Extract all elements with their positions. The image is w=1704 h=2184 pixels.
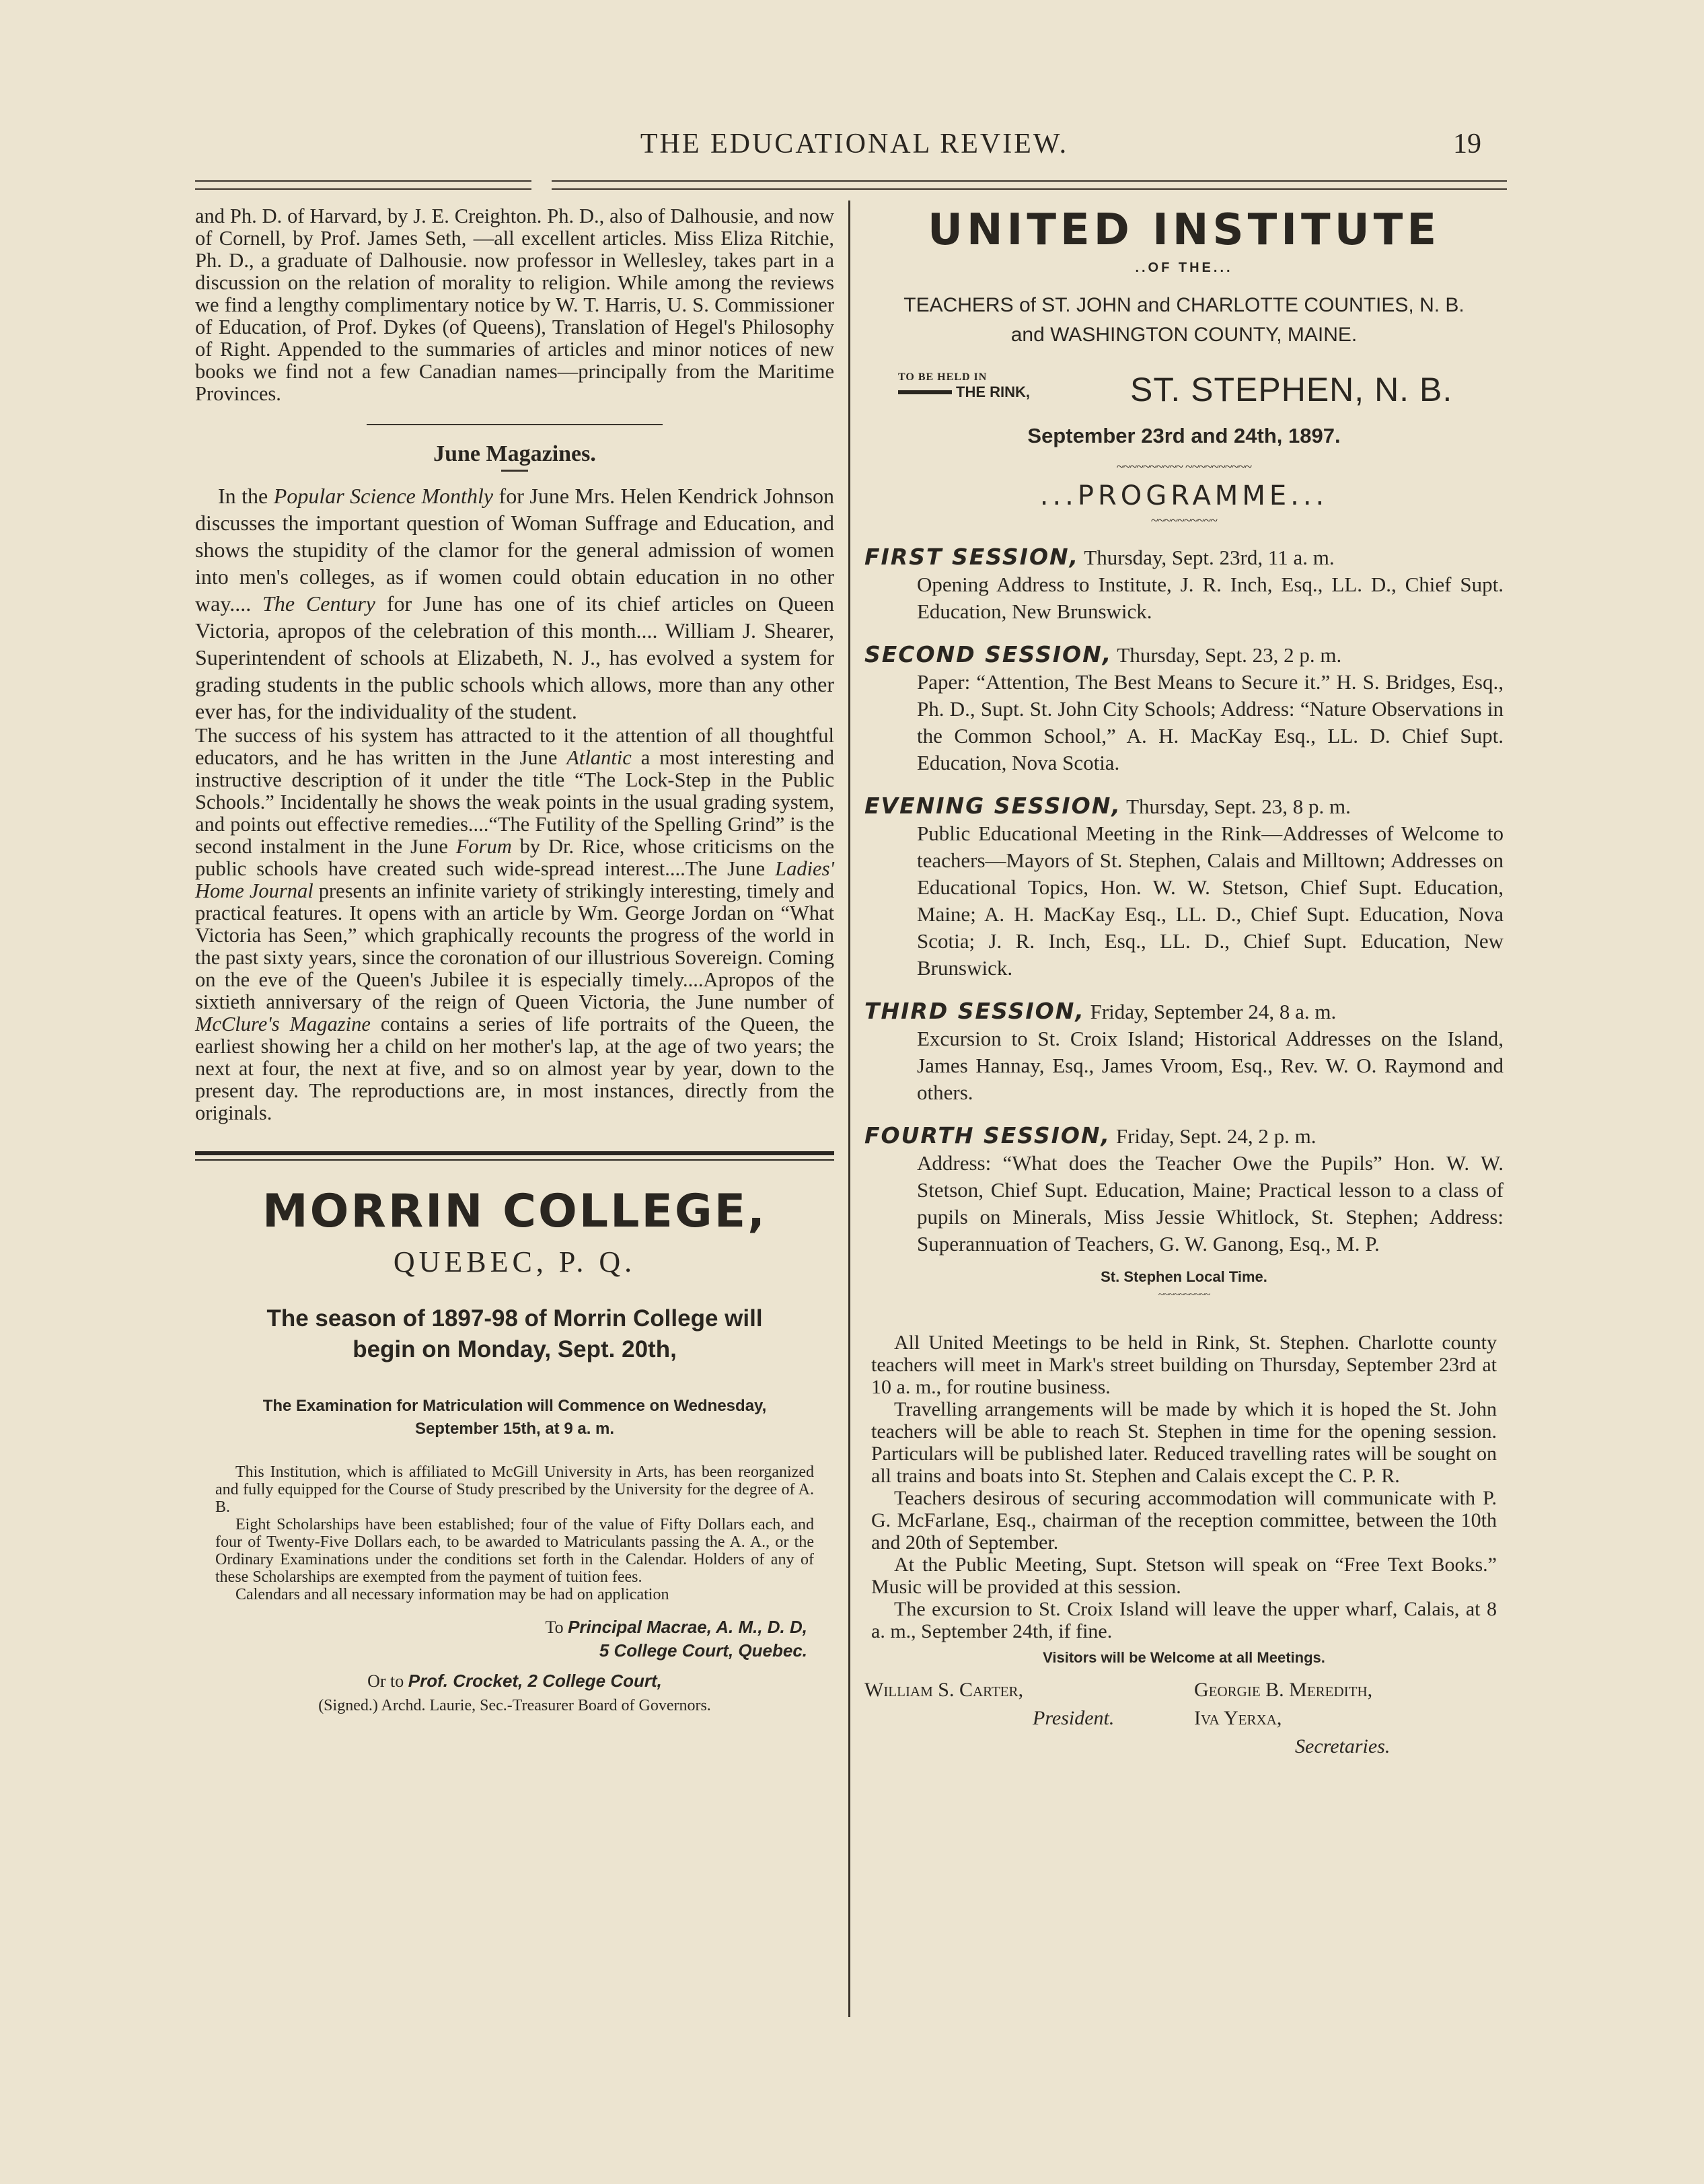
- morrin-college-ad: [195, 1185, 834, 1715]
- city-label: ST. STEPHEN, N. B.: [1130, 371, 1453, 408]
- institute-dates: September 23rd and 24th, 1897.: [1027, 424, 1341, 447]
- session-body: Opening Address to Institute, J. R. Inch, Esq., LL. D., Chief Supt. Education, New Brunswick.: [917, 573, 1504, 623]
- college-signature: (Signed.) Archd. Laurie, Sec.-Treasurer Board of Governors.: [318, 1697, 711, 1714]
- college-title: MORRIN COLLEGE,: [262, 1185, 767, 1238]
- institute-teachers: [864, 291, 1504, 350]
- session-name: FOURTH SESSION,: [864, 1122, 1111, 1149]
- session-item: FOURTH SESSION, Friday, Sept. 24, 2 p. m. Address: “What does the Teacher Owe the Pupils” Hon. W. W. Stetson, Chief Supt. Education, Maine; Practical lesson to a class of pupils on Minerals, Miss Jessie Whitlock, St. Stephen; Address: Superannuation of Teachers, G. W. Ganong, Esq., M. P.: [864, 1122, 1504, 1258]
- atlantic-title: Atlantic: [566, 746, 632, 769]
- notice-paragraph: Teachers desirous of securing accommodation will communicate with P. G. McFarlane, Esq., chairman of the reception committee, between the 10th and 20th of September.: [871, 1487, 1497, 1554]
- session-item: FIRST SESSION, Thursday, Sept. 23rd, 11 a. m. Opening Address to Institute, J. R. Inch, Esq., LL. D., Chief Supt. Education, New Brunswick.: [864, 544, 1504, 625]
- session-body: Paper: “Attention, The Best Means to Secure it.” H. S. Bridges, Esq., Ph. D., Supt. St. John City Schools; Address: “Nature Observations in the Common School,” A. H. MacKay Esq., LL. D. Chief Supt. Education, Nova Scotia.: [917, 670, 1504, 774]
- notice-paragraph: All United Meetings to be held in Rink, St. Stephen. Charlotte county teachers will meet in Mark's street building on Thursday, September 23rd at 10 a. m., for routine business.: [871, 1332, 1497, 1398]
- title-dash: [501, 470, 528, 472]
- century-title: The Century: [262, 591, 376, 616]
- secretary-name-2: Iva Yerxa,: [1194, 1707, 1282, 1729]
- teachers-line-2: and WASHINGTON COUNTY, MAINE.: [1010, 324, 1358, 346]
- wavy-rule-bottom: ~~~~~~~~~~: [1150, 513, 1218, 528]
- college-contact-alt: Or to Prof. Crocket, 2 College Court,: [367, 1671, 662, 1691]
- intro-paragraph: [195, 205, 834, 405]
- forum-title: Forum: [455, 835, 512, 858]
- ladies-home-journal-title: Ladies' Home Journal: [195, 857, 834, 902]
- ad-rule-thick: [195, 1151, 834, 1155]
- held-in-label: TO BE HELD IN: [898, 371, 988, 383]
- president-role: President.: [1033, 1707, 1115, 1729]
- college-season: The season of 1897-98 of Morrin College will begin on Monday, Sept. 20th,: [266, 1305, 763, 1362]
- session-list: [864, 544, 1504, 1258]
- secretary-name-1: Georgie B. Meredith,: [1194, 1679, 1373, 1701]
- session-body: Excursion to St. Croix Island; Historical Addresses on the Island, James Hannay, Esq., James Vroom, Esq., Rev. W. O. Raymond and others.: [917, 1027, 1504, 1104]
- session-item: SECOND SESSION, Thursday, Sept. 23, 2 p. m. Paper: “Attention, The Best Means to Secure it.” H. S. Bridges, Esq., Ph. D., Supt. St. John City Schools; Address: “Nature Observations in the Common School,” A. H. MacKay Esq., LL. D. Chief Supt. Education, Nova Scotia.: [864, 641, 1504, 776]
- session-name: SECOND SESSION,: [864, 641, 1113, 667]
- session-name: EVENING SESSION,: [864, 793, 1121, 819]
- header-rule-right: [552, 180, 1507, 190]
- signers-block: [864, 1679, 1504, 1759]
- notice-paragraph: Travelling arrangements will be made by which it is hoped the St. John teachers will be able to reach St. Stephen in time for the opening session. Particulars will be published later. Reduced travelling rates will be sought on all trains and boats into St. Stephen and Calais except the C. P. R.: [871, 1398, 1497, 1487]
- secretaries-role: Secretaries.: [1295, 1735, 1391, 1757]
- session-body: Address: “What does the Teacher Owe the Pupils” Hon. W. W. Stetson, Chief Supt. Education, Maine; Practical lesson to a class of pupils on Minerals, Miss Jessie Whitlock, St. Stephen; Address: Superannuation of Teachers, G. W. Ganong, Esq., M. P.: [917, 1151, 1504, 1255]
- college-exam: The Examination for Matriculation will Commence on Wednesday, September 15th, at 9 a. m.: [262, 1397, 767, 1438]
- mcclures-title: McClure's Magazine: [195, 1013, 371, 1035]
- wavy-rule-small: ~~~~~~~~~~: [1158, 1289, 1210, 1301]
- president-name: William S. Carter,: [864, 1679, 1024, 1701]
- institute-of-the: ..OF THE...: [1135, 260, 1233, 275]
- running-head: THE EDUCATIONAL REVIEW.: [640, 129, 1069, 159]
- session-name: FIRST SESSION,: [864, 544, 1080, 570]
- principal-name: Principal Macrae, A. M., D. D,: [568, 1617, 807, 1637]
- june-magazines-article: [195, 482, 834, 725]
- college-location: QUEBEC, P. Q.: [393, 1245, 636, 1278]
- college-body-3: Calendars and all necessary information may be had on application: [235, 1586, 669, 1603]
- page-number: 19: [1453, 129, 1481, 159]
- crocket-name: Prof. Crocket, 2 College Court,: [408, 1671, 662, 1691]
- notice-paragraph: At the Public Meeting, Supt. Stetson will speak on “Free Text Books.” Music will be provided at this session.: [871, 1554, 1497, 1598]
- column-divider: [848, 201, 850, 2017]
- college-address: 5 College Court, Quebec.: [599, 1640, 807, 1661]
- june-paragraph-2: The success of his system has attracted to it the attention of all thoughtful educators, and he has written in the June Atlantic a most interesting and instructive description of it under the title “The Lock-Step in the Public Schools.” Incidentally he shows the weak points in the usual grading system, and points out effective remedies....“The Futility of the Spelling Grind” is the second instalment in the June Forum by Dr. Rice, whose criticisms on the public schools have created such wide-spread interest....The June Ladies' Home Journal presents an infinite variety of strikingly interesting, timely and practical features. It opens with an article by Wm. George Jordan on “What Victoria has Seen,” which graphically recounts the progress of the world in the past sixty years, since the coronation of our illustrious Sovereign. Coming on the eve of the Queen's Jubilee it is especially timely....Apropos of the sixtieth anniversary of the reign of Queen Victoria, the June number of McClure's Magazine contains a series of life portraits of the Queen, the earliest showing her a child on her mother's lap, at the age of two years; the next at four, the next at five, and so on almost year by year, down to the present day. The reproductions are, in most instances, directly from the originals.: [195, 724, 835, 1124]
- section-rule: [367, 424, 663, 425]
- june-magazines-title: June Magazines.: [433, 441, 596, 466]
- institute-venue: [864, 370, 1504, 413]
- june-paragraph-1: In the Popular Science Monthly for June Mrs. Helen Kendrick Johnson discusses the important question of Woman Suffrage and Education, and shows the stupidity of the clamor for the general admission of women into men's colleges, as if women could obtain education in no other way.... The Century for June has one of its chief articles on Queen Victoria, apropos of the celebration of this month.... William J. Shearer, Superintendent of schools at Elizabeth, N. J., has evolved a system for grading students in the public schools which allows, more than any other ever has, for the individuality of the student.: [195, 484, 835, 723]
- ad-rule-thin: [195, 1159, 834, 1161]
- popular-science-title: Popular Science Monthly: [273, 484, 494, 508]
- college-body-1: This Institution, which is affiliated to McGill University in Arts, has been reorganized and fully equipped for the Course of Study prescribed by the University for the degree of A. B.: [215, 1463, 814, 1516]
- teachers-line-1: TEACHERS of ST. JOHN and CHARLOTTE COUNTIES, N. B.: [903, 294, 1465, 316]
- local-time-note: St. Stephen Local Time.: [1101, 1268, 1267, 1285]
- session-item: EVENING SESSION, Thursday, Sept. 23, 8 p. m. Public Educational Meeting in the Rink—Addresses of Welcome to teachers—Mayors of St. Stephen, Calais and Milltown; Addresses on Educational Topics, Hon. W. W. Stetson, Chief Supt. Education, Maine; A. H. MacKay Esq., LL. D., Chief Supt. Education, Nova Scotia; J. R. Inch, Esq., LL. D., Chief Supt. Education, New Brunswick.: [864, 793, 1504, 982]
- rink-label: THE RINK,: [956, 384, 1030, 400]
- wavy-rule-top: ~~~~~~~~~~ ~~~~~~~~~~: [1116, 460, 1252, 474]
- session-body: Public Educational Meeting in the Rink—Addresses of Welcome to teachers—Mayors of St. Stephen, Calais and Milltown; Addresses on Educational Topics, Hon. W. W. Stetson, Chief Supt. Education, Maine; A. H. MacKay Esq., LL. D., Chief Supt. Education, Nova Scotia; J. R. Inch, Esq., LL. D., Chief Supt. Education, New Brunswick.: [917, 822, 1504, 980]
- left-column: [195, 205, 834, 1715]
- programme-title: ...PROGRAMME...: [1039, 480, 1329, 511]
- notice-paragraph: The excursion to St. Croix Island will leave the upper wharf, Calais, at 8 a. m., September 24th, if fine.: [871, 1598, 1497, 1642]
- right-column: [864, 205, 1504, 1759]
- college-body: [215, 1463, 814, 1603]
- institute-title: UNITED INSTITUTE: [927, 205, 1441, 255]
- college-body-2: Eight Scholarships have been established; four of the value of Fifty Dollars each, and four of Twenty-Five Dollars each, to be awarded to Matriculants passing the A. A., or the Ordinary Examinations under the conditions set forth in the Calendar. Holders of any of these Scholarships are exempted from the payment of tuition fees.: [215, 1516, 814, 1586]
- session-item: THIRD SESSION, Friday, September 24, 8 a. m. Excursion to St. Croix Island; Historical Addresses on the Island, James Hannay, Esq., James Vroom, Esq., Rev. W. O. Raymond and others.: [864, 998, 1504, 1106]
- header-rule-left: [195, 180, 531, 190]
- visitors-note: Visitors will be Welcome at all Meetings.: [1043, 1649, 1325, 1666]
- college-contact: To Principal Macrae, A. M., D. D, 5 College Court, Quebec.: [545, 1617, 807, 1661]
- pointer-arrow-icon: [898, 390, 952, 394]
- institute-notices: [871, 1332, 1497, 1642]
- june-magazines-article-cont: [195, 725, 834, 1124]
- intro-text: and Ph. D. of Harvard, by J. E. Creighton. Ph. D., also of Dalhousie, and now of Cornell, by Prof. James Seth, —all excellent articles. Miss Eliza Ritchie, Ph. D., a graduate of Dalhousie. now professor in Wellesley, takes part in a discussion on the relation of morality to religion. While among the reviews we find a lengthy complimentary notice by W. T. Harris, U. S. Commissioner of Education, of Prof. Dykes (of Queens), Translation of Hegel's Philosophy of Right. Appended to the summaries of articles and minor notices of new books we find not a few Canadian names—principally from the Maritime Provinces.: [195, 205, 834, 405]
- session-name: THIRD SESSION,: [864, 998, 1085, 1024]
